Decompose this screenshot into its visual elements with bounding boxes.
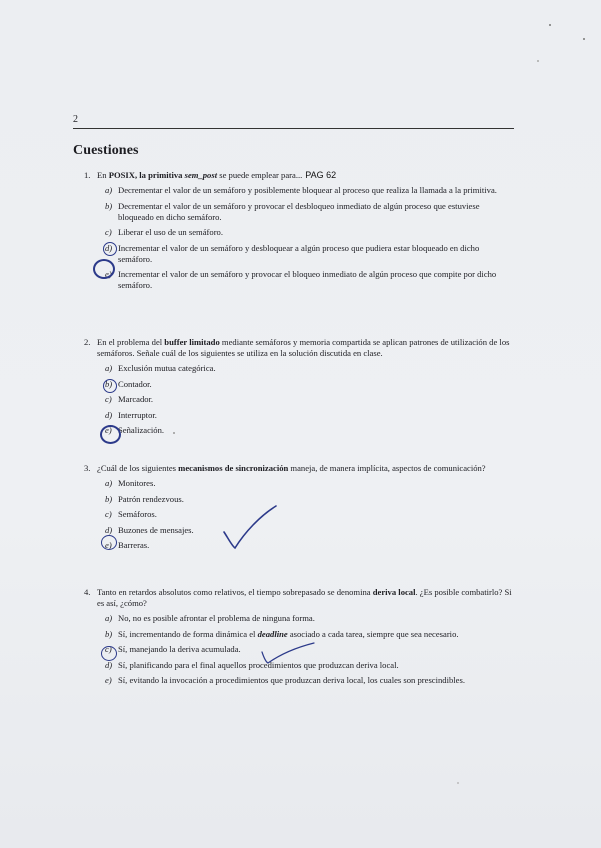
option-text-emphasis: deadline: [257, 628, 288, 639]
scan-speck: [537, 60, 539, 62]
option-letter: b): [105, 628, 113, 639]
option-a[interactable]: [84, 613, 514, 624]
option-letter: d): [105, 409, 113, 420]
question-stem: [84, 463, 514, 474]
option-e[interactable]: [84, 540, 514, 551]
scan-speck: [549, 24, 551, 26]
option-letter: c): [105, 644, 112, 655]
question-4: [84, 587, 514, 686]
option-d[interactable]: [84, 410, 514, 421]
scan-speck: [583, 38, 585, 40]
option-text: [118, 660, 514, 671]
option-text-part: Sí, planificando para el final aquellos procedimientos que produzcan deriva local.: [118, 659, 399, 670]
scan-speck: [173, 432, 175, 434]
option-text: [118, 613, 514, 624]
option-d[interactable]: [84, 525, 514, 536]
option-text: Incrementar el valor de un semáforo y provocar el bloqueo inmediato de algún proceso que compite por dicho semáforo.: [118, 268, 497, 290]
section-title: Cuestiones: [73, 143, 139, 158]
stem-text-after: se puede emplear para...: [217, 170, 303, 180]
option-letter: c): [105, 227, 112, 238]
option-letter: c): [105, 509, 112, 520]
option-b[interactable]: [84, 379, 514, 390]
option-e[interactable]: [84, 425, 514, 436]
option-text-part: Sí, manejando la deriva acumulada.: [118, 644, 241, 655]
option-text: Patrón rendezvous.: [118, 493, 184, 504]
option-text: [118, 629, 514, 640]
option-text: Interruptor.: [118, 409, 157, 420]
option-letter: b): [105, 378, 113, 389]
stem-bold: POSIX, la primitiva: [108, 170, 185, 180]
option-letter: b): [105, 493, 113, 504]
question-stem: [84, 337, 514, 359]
option-text: [118, 644, 514, 655]
question-number: 3.: [84, 463, 91, 473]
option-a[interactable]: [84, 363, 514, 374]
option-text: Contador.: [118, 378, 152, 389]
option-letter: a): [105, 478, 113, 489]
option-a[interactable]: [84, 478, 514, 489]
question-number: 1.: [84, 170, 91, 180]
option-c[interactable]: [84, 227, 514, 238]
stem-text-after: mediante semáforos y memoria compartida se aplican patrones de utilización de los semáforos. Señale cuál de los siguientes se utiliza en la solución discutida en clase.: [97, 337, 510, 358]
option-text: Marcador.: [118, 394, 154, 405]
page-number: 2: [73, 114, 78, 125]
option-text-part: No, no es posible afrontar el problema de ninguna forma.: [118, 613, 315, 624]
option-list: [84, 363, 514, 436]
option-letter: a): [105, 363, 113, 374]
option-letter: e): [105, 539, 112, 550]
option-letter: e): [105, 424, 112, 435]
option-text: Barreras.: [118, 539, 150, 550]
scan-speck: [457, 782, 459, 784]
option-list: [84, 613, 514, 686]
option-text: Decrementar el valor de un semáforo y posiblemente bloquear al proceso que realiza la llamada a la primitiva.: [118, 185, 497, 196]
option-text: Señalización.: [118, 424, 165, 435]
option-text: [118, 675, 514, 686]
stem-bold: deriva local: [372, 587, 416, 597]
question-stem: [84, 587, 514, 609]
stem-bold-italic: sem_post: [184, 170, 218, 180]
handwritten-annotation: PAG 62: [305, 170, 337, 180]
option-text: Buzones de mensajes.: [118, 524, 194, 535]
option-text: Decrementar el valor de un semáforo y provocar el desbloqueo inmediato de algún proceso que estuviese bloqueado en dicho semáforo.: [118, 200, 480, 222]
question-3: [84, 463, 514, 551]
option-letter: b): [105, 200, 113, 211]
stem-text-after: . ¿Es posible combatirlo? Si es así, ¿cómo?: [97, 587, 512, 608]
question-1: [84, 170, 514, 291]
option-c[interactable]: [84, 509, 514, 520]
header-rule: [73, 128, 514, 129]
option-a[interactable]: [84, 185, 514, 196]
option-text: Incrementar el valor de un semáforo y desbloquear a algún proceso que pudiera estar bloqueado en dicho semáforo.: [118, 242, 480, 264]
question-number: 2.: [84, 337, 91, 347]
option-d[interactable]: [84, 660, 514, 671]
option-letter: a): [105, 185, 113, 196]
option-b[interactable]: [84, 494, 514, 505]
option-list: [84, 185, 514, 291]
option-text: Liberar el uso de un semáforo.: [118, 227, 223, 238]
option-letter: e): [105, 674, 112, 685]
option-letter: e): [105, 268, 112, 279]
option-text-part: Sí, evitando la invocación a procedimientos que produzcan deriva local, los cuales son prescindibles.: [118, 674, 465, 685]
option-letter: c): [105, 394, 112, 405]
option-text-part: asociado a cada tarea, siempre que sea necesario.: [287, 628, 459, 639]
option-d[interactable]: [84, 243, 514, 265]
option-letter: d): [105, 242, 113, 253]
option-list: [84, 478, 514, 551]
option-c[interactable]: [84, 644, 514, 655]
stem-bold: mecanismos de sincronización: [178, 463, 289, 473]
option-b[interactable]: [84, 629, 514, 640]
option-text: Monitores.: [118, 478, 156, 489]
option-e[interactable]: [84, 675, 514, 686]
option-text: Semáforos.: [118, 509, 157, 520]
stem-text-after: maneja, de manera implícita, aspectos de comunicación?: [288, 463, 486, 473]
stem-text: En: [97, 170, 109, 180]
stem-text: ¿Cuál de los siguientes: [97, 463, 179, 473]
option-letter: a): [105, 613, 113, 624]
option-text: Exclusión mutua categórica.: [118, 363, 216, 374]
option-text-part: Sí, incrementando de forma dinámica el: [118, 628, 258, 639]
option-letter: d): [105, 659, 113, 670]
option-letter: d): [105, 524, 113, 535]
stem-text: En el problema del: [97, 337, 165, 347]
stem-bold: buffer limitado: [164, 337, 220, 347]
option-b[interactable]: [84, 201, 514, 223]
stem-text: Tanto en retardos absolutos como relativos, el tiempo sobrepasado se denomina: [97, 587, 373, 597]
question-stem: [84, 170, 514, 181]
question-number: 4.: [84, 587, 91, 597]
option-c[interactable]: [84, 394, 514, 405]
question-2: [84, 337, 514, 436]
option-e[interactable]: [84, 269, 514, 291]
